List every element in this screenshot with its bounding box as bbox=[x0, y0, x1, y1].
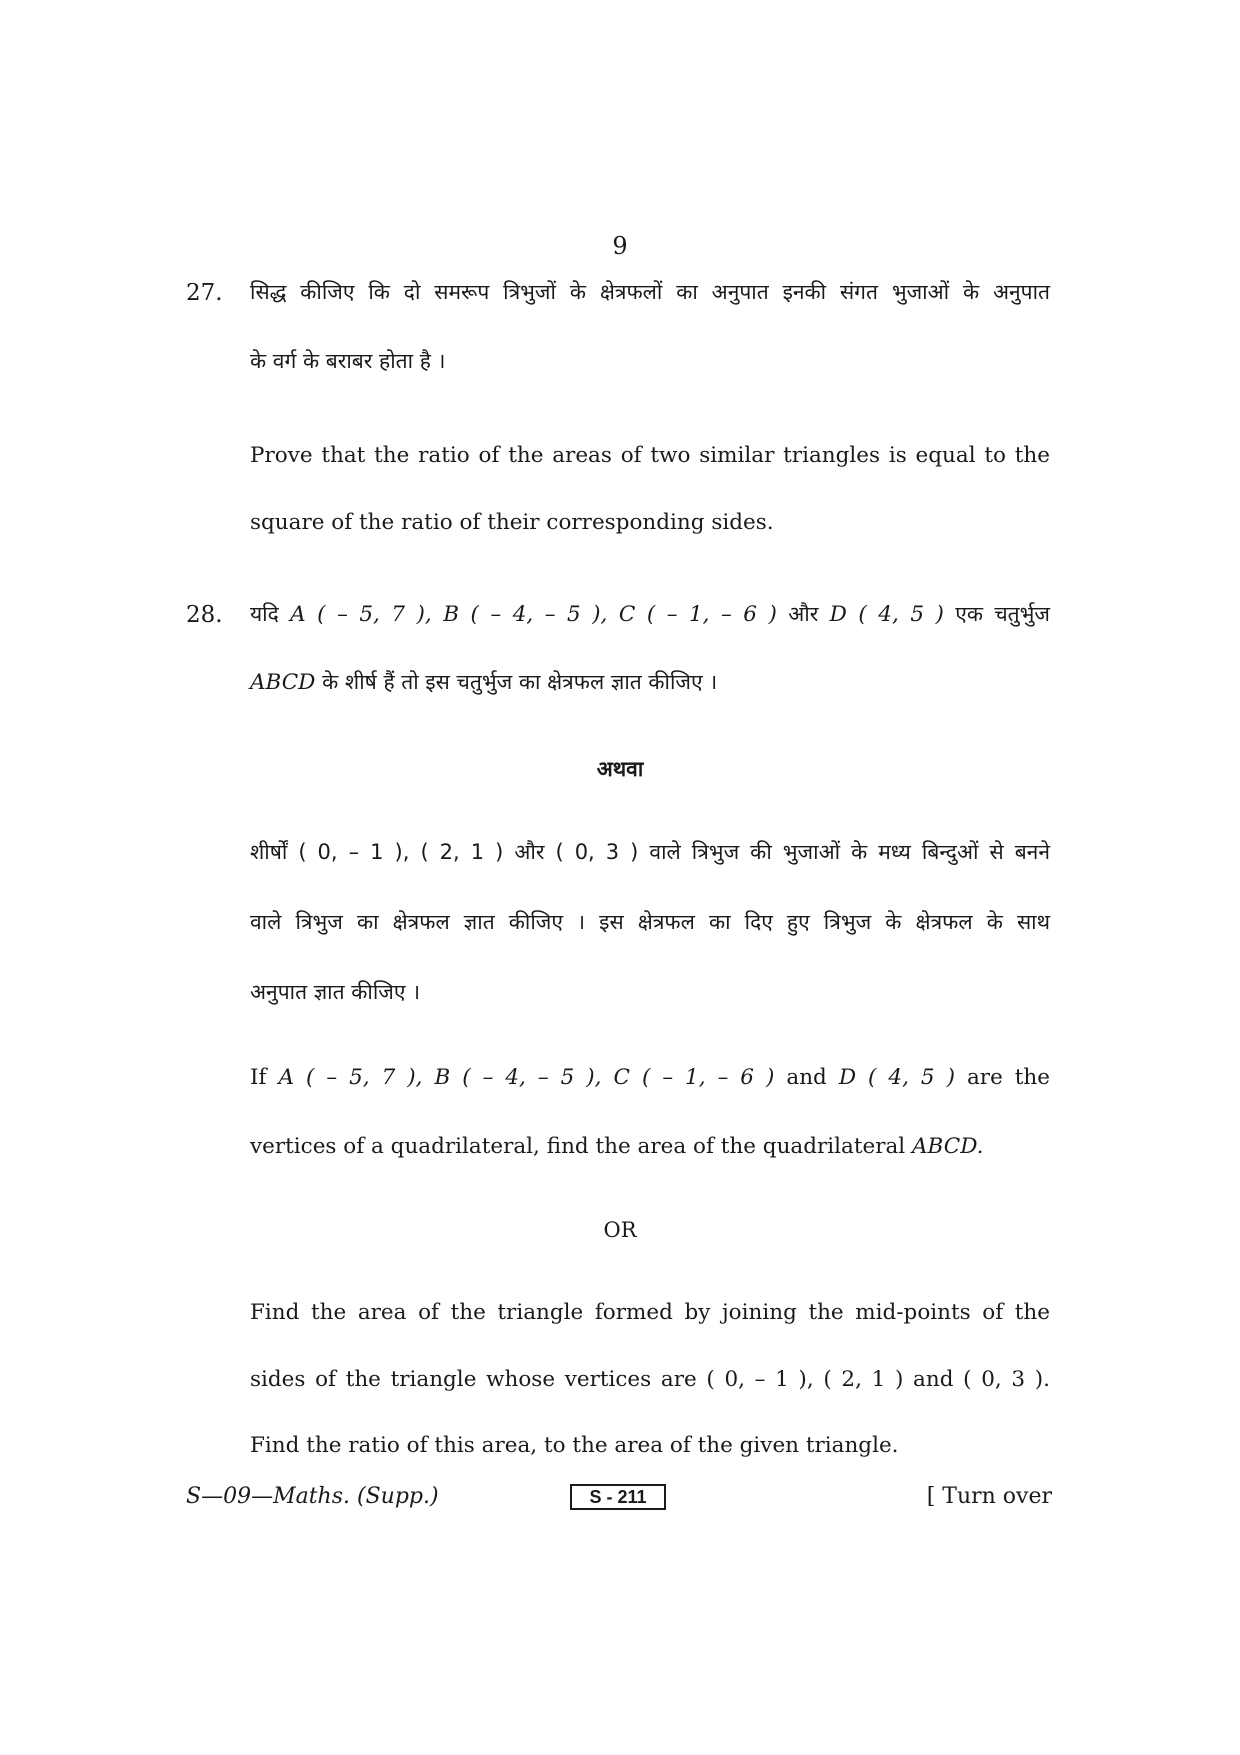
q28-english-point-d: D ( 4, 5 ) bbox=[838, 1065, 955, 1090]
question-number: 28. bbox=[186, 602, 223, 628]
question-number: 27. bbox=[186, 280, 223, 306]
footer-series-box: S - 211 bbox=[570, 1484, 666, 1510]
q28-english-line-1 bbox=[250, 1065, 1050, 1090]
q28-hindi-line-1 bbox=[250, 600, 1050, 628]
q28-hindi-and: और bbox=[788, 602, 819, 626]
footer-paper-code: S—09—Maths. (Supp.) bbox=[186, 1484, 439, 1509]
q28-alt-english-line-3: Find the ratio of this area, to the area of the given triangle. bbox=[250, 1433, 899, 1458]
q28-english-line-2 bbox=[250, 1134, 1050, 1159]
q28-hindi-points: A ( – 5, 7 ), B ( – 4, – 5 ), C ( – 1, – 6 ) bbox=[290, 602, 777, 627]
q27-hindi-line-1: सिद्ध कीजिए कि दो समरूप त्रिभुजों के क्षेत्रफलों का अनुपात इनकी संगत भुजाओं के अनुपात bbox=[250, 280, 1050, 304]
q28-english-abcd: ABCD. bbox=[912, 1134, 984, 1159]
or-english: OR bbox=[603, 1218, 637, 1242]
q28-alt-hindi-line-2: वाले त्रिभुज का क्षेत्रफल ज्ञात कीजिए । इस क्षेत्रफल का दिए हुए त्रिभुज के क्षेत्रफल के साथ bbox=[250, 910, 1050, 934]
q28-hindi-abcd: ABCD bbox=[250, 670, 316, 695]
q28-alt-hindi-line-1: शीर्षों ( 0, – 1 ), ( 2, 1 ) और ( 0, 3 ) वाले त्रिभुज की भुजाओं के मध्य बिन्दुओं से बनने bbox=[250, 840, 1050, 864]
footer-turn-over: [ Turn over bbox=[926, 1484, 1052, 1509]
q28-english-line-2-text: vertices of a quadrilateral, find the area of the quadrilateral bbox=[250, 1134, 906, 1159]
q28-hindi-suffix: एक चतुर्भुज bbox=[955, 602, 1050, 626]
page-number: 9 bbox=[612, 232, 628, 260]
q28-alt-english-line-2: sides of the triangle whose vertices are ( 0, – 1 ), ( 2, 1 ) and ( 0, 3 ). bbox=[250, 1367, 1050, 1392]
q28-hindi-point-d: D ( 4, 5 ) bbox=[829, 602, 944, 627]
q28-hindi-line-2 bbox=[250, 668, 1050, 696]
q28-english-suffix: are the bbox=[966, 1065, 1051, 1090]
q28-alt-english-line-1: Find the area of the triangle formed by joining the mid-points of the bbox=[250, 1300, 1050, 1325]
q28-hindi-prefix: यदि bbox=[250, 602, 279, 626]
q27-english-line-1: Prove that the ratio of the areas of two similar triangles is equal to the bbox=[250, 443, 1050, 468]
q28-hindi-line-2-text: के शीर्ष हैं तो इस चतुर्भुज का क्षेत्रफल ज्ञात कीजिए । bbox=[322, 670, 718, 694]
q27-english-line-2: square of the ratio of their corresponding sides. bbox=[250, 510, 774, 535]
q28-english-if: If bbox=[250, 1065, 267, 1090]
or-hindi: अथवा bbox=[596, 757, 644, 781]
q28-english-points: A ( – 5, 7 ), B ( – 4, – 5 ), C ( – 1, – 6 ) bbox=[278, 1065, 775, 1090]
q27-hindi-line-2: के वर्ग के बराबर होता है । bbox=[250, 349, 446, 373]
q28-english-and: and bbox=[786, 1065, 827, 1090]
q28-alt-hindi-line-3: अनुपात ज्ञात कीजिए । bbox=[250, 980, 421, 1004]
